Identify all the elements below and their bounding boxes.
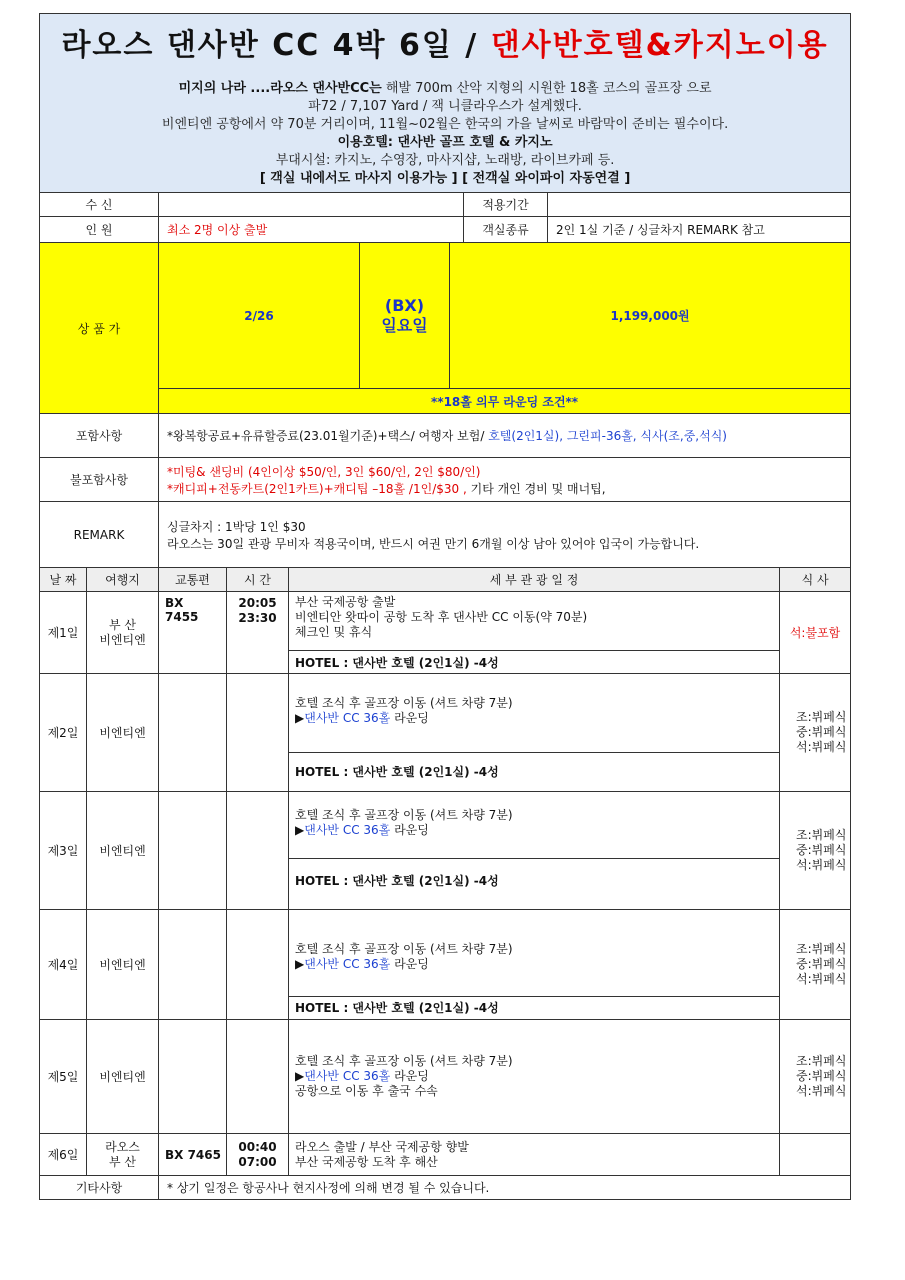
period-value [548,193,851,217]
day-meal: 조:뷔페식 중:뷔페식 석:뷔페식 [780,792,851,910]
col-header-details: 세 부 관 광 일 정 [289,568,780,592]
included-label: 포함사항 [40,414,159,458]
recipient-value [159,193,464,217]
schedule-row [40,592,851,674]
day-time [227,674,289,792]
day-meal [780,1134,851,1176]
title-highlight: 댄사반호텔&카지노이용 [490,28,829,63]
day-place: 라오스 부 산 [87,1134,159,1176]
price-airline: (BX) [384,295,425,315]
day-time: 00:40 07:00 [227,1134,289,1176]
recipient-label: 수 신 [40,193,159,217]
day-time [227,1020,289,1134]
day-transport [159,792,227,910]
schedule-row [40,674,851,792]
day-label: 제2일 [40,674,87,792]
schedule-row [40,792,851,910]
schedule-row [40,910,851,1020]
hotel-line: HOTEL : 댄사반 호텔 (2인1실) -4성 [289,752,779,791]
room-label: 객실종류 [464,217,548,243]
room-value: 2인 1실 기준 / 싱글차지 REMARK 참고 [548,217,851,243]
col-header-meal: 식 사 [780,568,851,592]
col-header-place: 여행지 [87,568,159,592]
day-transport [159,910,227,1020]
day-place: 비엔티엔 [87,792,159,910]
day-details: 호텔 조식 후 골프장 이동 (셔트 차량 7분) ▶댄사반 CC 36홀 라운딩 HOTEL : 댄사반 호텔 (2인1실) -4성 [289,674,780,792]
period-label: 적용기간 [464,193,548,217]
remark-label: REMARK [40,502,159,568]
col-header-transport: 교통편 [159,568,227,592]
day-details: 부산 국제공항 출발 비엔티안 왓따이 공항 도착 후 댄사반 CC 이동(약 70분) 체크인 및 휴식 HOTEL : 댄사반 호텔 (2인1실) -4성 [289,592,780,674]
hotel-line: HOTEL : 댄사반 호텔 (2인1실) -4성 [289,996,779,1019]
intro-text: 미지의 나라 ....라오스 댄사반CC는 해발 700m 산악 지형의 시원한 18홀 코스의 골프장 으로 파72 / 7,107 Yard / 잭 니클라우스가 설계했다. 비엔티엔 공항에서 약 70분 거리이며, 11월~02월은 한국의 가을 날씨로 바람막이 준비는 필수이다. 이용호텔: 댄사반 골프 호텔 & 카지노 부대시설: 카지노, 수영장, 마사지샵, 노래방, 라이브카페 등. [ 객실 내에서도 마사지 이용가능 ] [ 전객실 와이파이 자동연결 ] [161,81,729,186]
day-transport: BX 7465 [159,1134,227,1176]
day-time: 20:05 23:30 [227,592,289,674]
day-place: 비엔티엔 [87,910,159,1020]
footer-text: * 상기 일정은 항공사나 현지사정에 의해 변경 될 수 있습니다. [159,1176,851,1200]
day-label: 제5일 [40,1020,87,1134]
day-place: 비엔티엔 [87,674,159,792]
hotel-line: HOTEL : 댄사반 호텔 (2인1실) -4성 [289,858,779,907]
people-label: 인 원 [40,217,159,243]
schedule-header [40,568,851,592]
day-meal: 조:뷔페식 중:뷔페식 석:뷔페식 [780,910,851,1020]
price-label: 상 품 가 [40,243,159,414]
page-title: 라오스 댄사반 CC 4박 6일 / 댄사반호텔&카지노이용 [61,28,829,63]
schedule-row [40,1020,851,1134]
day-label: 제6일 [40,1134,87,1176]
day-label: 제3일 [40,792,87,910]
itinerary-document [39,13,850,1200]
included-value: *왕복항공료+유류할증료(23.01월기준)+택스/ 여행자 보험/ 호텔(2인1실), 그린피-36홀, 식사(조,중,석식) [159,414,851,458]
price-amount: 1,199,000원 [450,243,851,389]
schedule-row [40,1134,851,1176]
footer-label: 기타사항 [40,1176,159,1200]
price-date: 2/26 [159,243,360,389]
itinerary-table [39,13,851,1200]
day-details: 라오스 출발 / 부산 국제공항 향발 부산 국제공항 도착 후 해산 [289,1134,780,1176]
day-meal: 조:뷔페식 중:뷔페식 석:뷔페식 [780,674,851,792]
day-transport [159,1020,227,1134]
day-details: 호텔 조식 후 골프장 이동 (셔트 차량 7분) ▶댄사반 CC 36홀 라운딩 공항으로 이동 후 출국 수속 [289,1020,780,1134]
day-transport [159,674,227,792]
header-section [40,14,851,193]
day-transport: BX 7455 [159,592,227,674]
price-airline-cell [360,243,450,389]
excluded-label: 불포함사항 [40,458,159,502]
people-value: 최소 2명 이상 출발 [159,217,464,243]
day-label: 제1일 [40,592,87,674]
day-label: 제4일 [40,910,87,1020]
day-time [227,792,289,910]
day-place: 비엔티엔 [87,1020,159,1134]
day-place: 부 산 비엔티엔 [87,592,159,674]
excluded-value: *미팅& 샌딩비 (4인이상 $50/인, 3인 $60/인, 2인 $80/인) *캐디피+전동카트(2인1카트)+캐디팁 –18홀 /1인/$30 , 기타 개인 경비 및 매너팁, [159,458,851,502]
day-details: 호텔 조식 후 골프장 이동 (셔트 차량 7분) ▶댄사반 CC 36홀 라운딩 HOTEL : 댄사반 호텔 (2인1실) -4성 [289,910,780,1020]
hotel-line: HOTEL : 댄사반 호텔 (2인1실) -4성 [289,650,779,673]
col-header-time: 시 간 [227,568,289,592]
day-meal: 석:불포함 [780,592,851,674]
day-meal: 조:뷔페식 중:뷔페식 석:뷔페식 [780,1020,851,1134]
day-details: 호텔 조식 후 골프장 이동 (셔트 차량 7분) ▶댄사반 CC 36홀 라운딩 HOTEL : 댄사반 호텔 (2인1실) -4성 [289,792,780,910]
round-condition: **18홀 의무 라운딩 조건** [159,389,851,414]
col-header-day: 날 짜 [40,568,87,592]
price-weekday: 일요일 [381,315,428,335]
remark-value: 싱글차지 : 1박당 1인 $30 라오스는 30일 관광 무비자 적용국이며, 반드시 여권 만기 6개월 이상 남아 있어야 입국이 가능합니다. [159,502,851,568]
day-time [227,910,289,1020]
